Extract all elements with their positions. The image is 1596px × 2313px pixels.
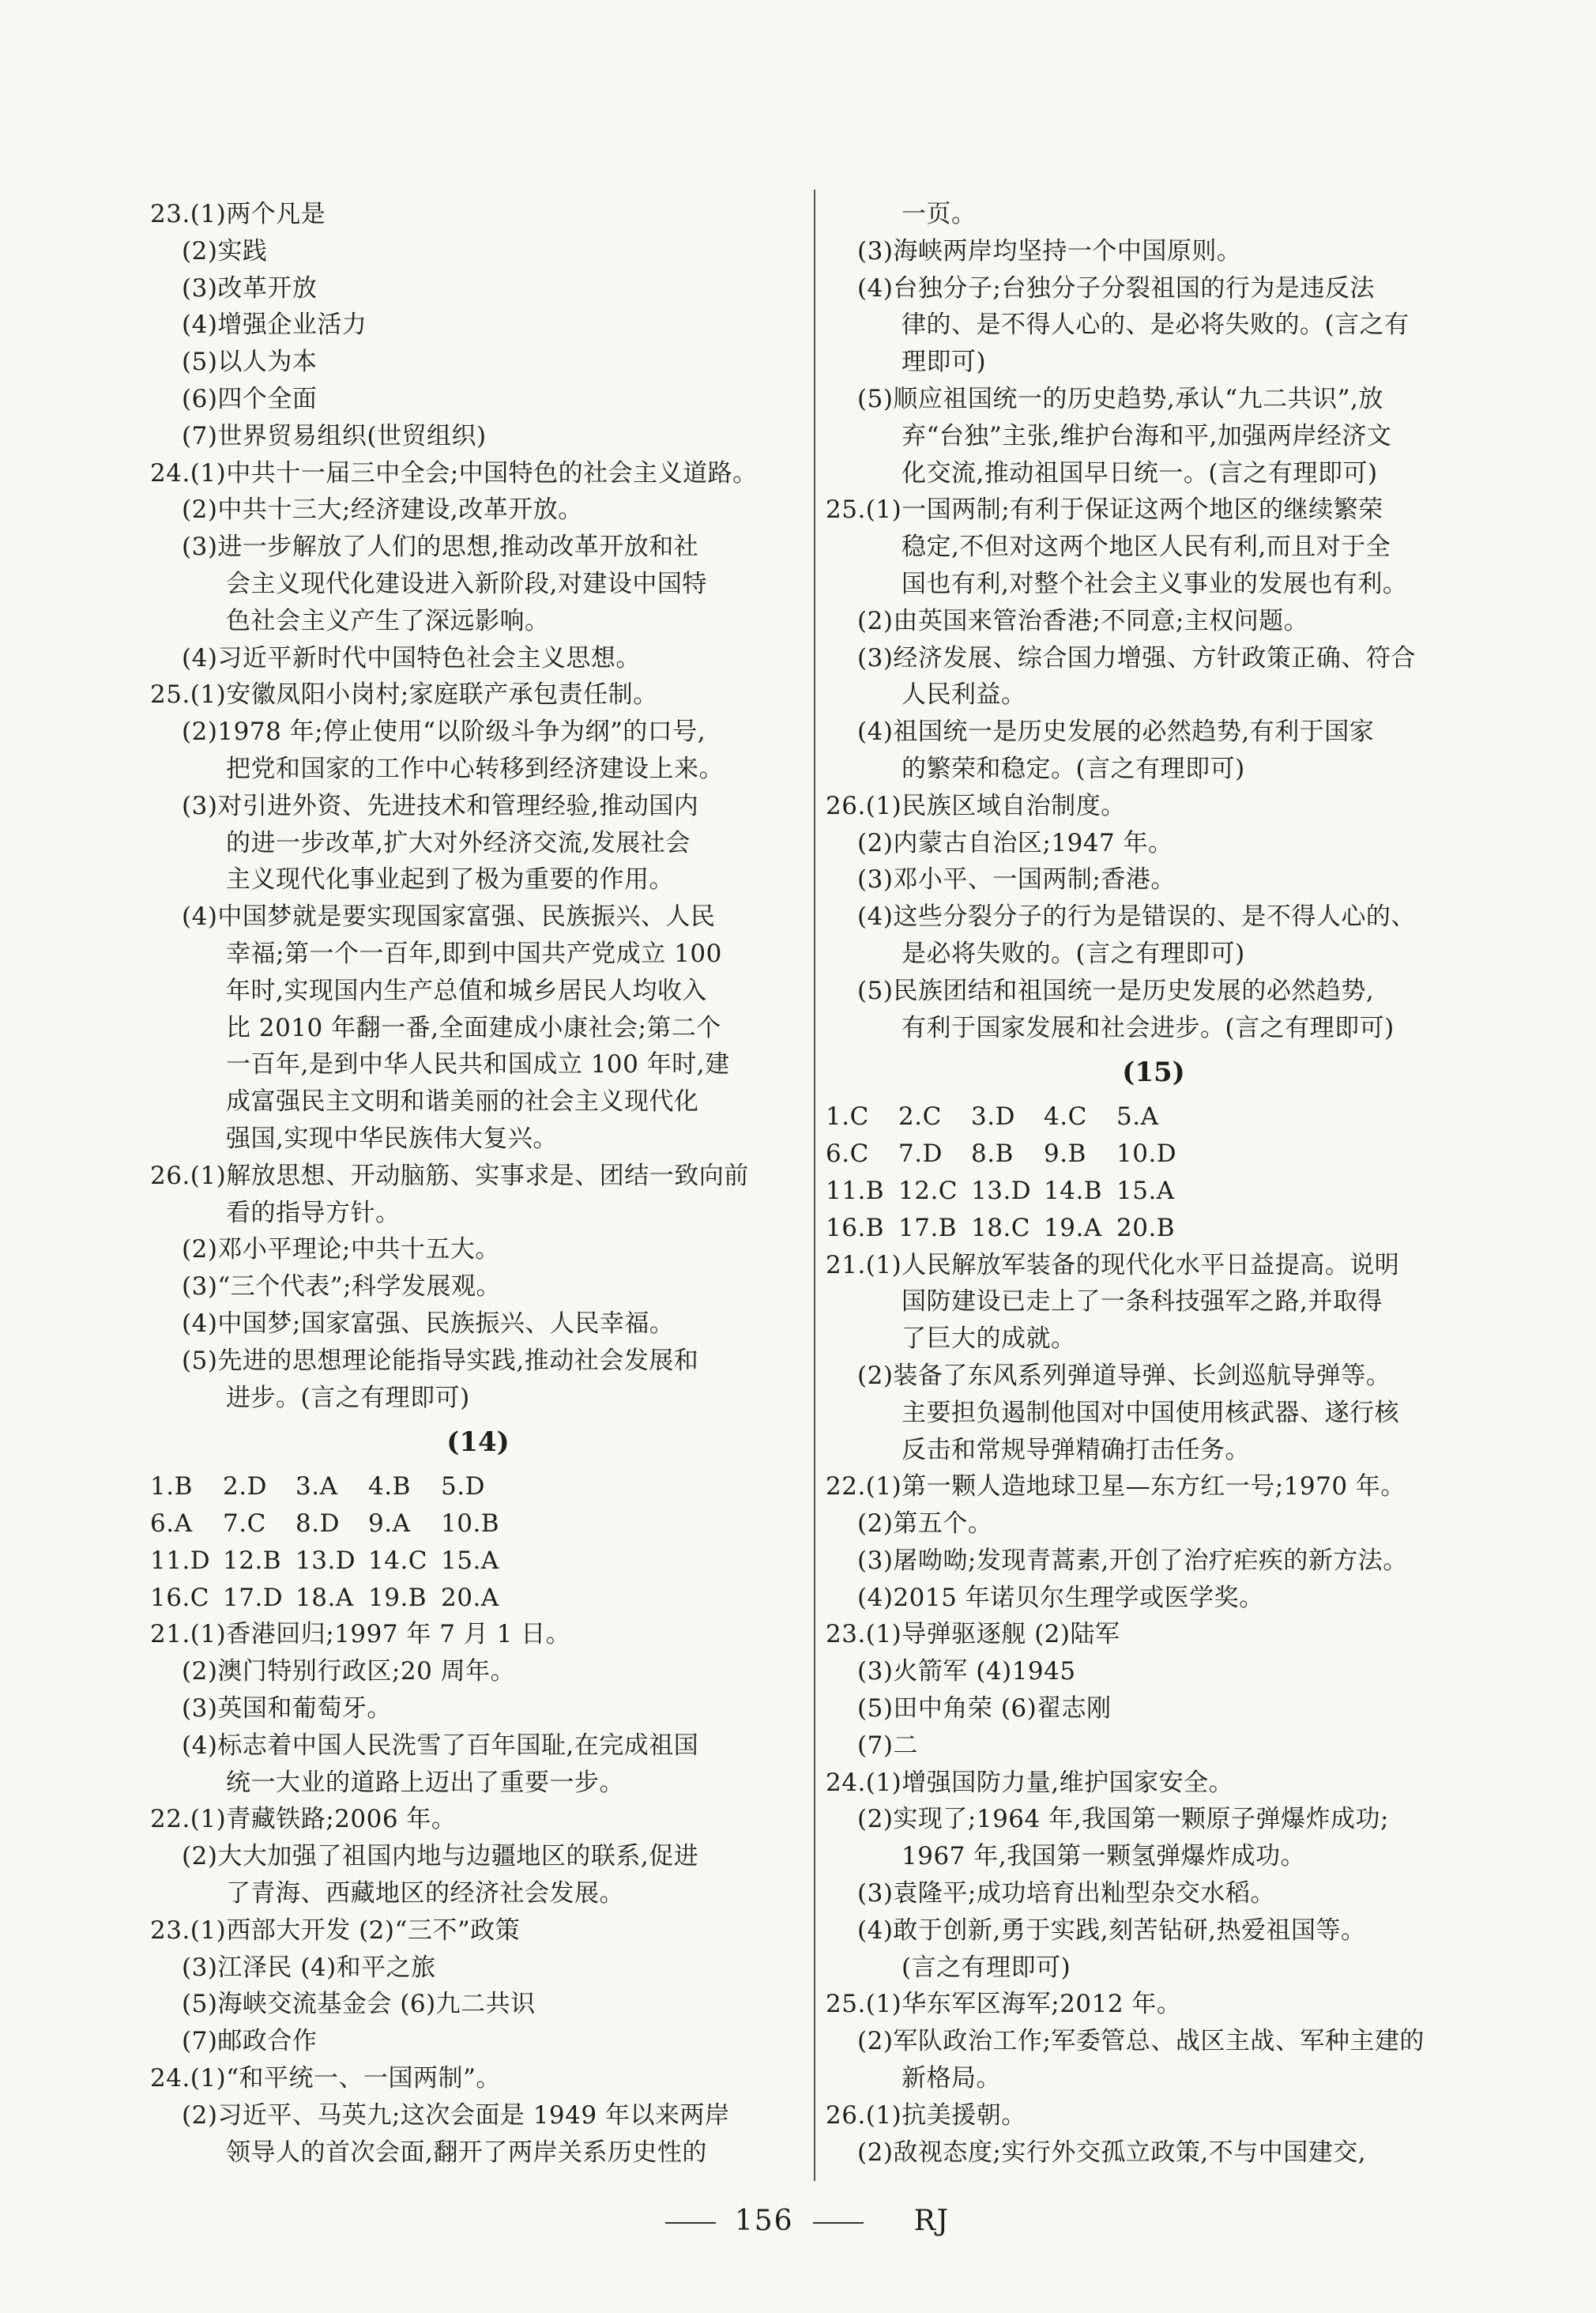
answer-line: (3)海峡两岸均坚持一个中国原则。 xyxy=(857,236,1242,266)
choice-answer: 19.A xyxy=(1044,1213,1102,1242)
answer-line: 26.(1)民族区域自治制度。 xyxy=(826,791,1126,820)
left-answers-part1 xyxy=(150,196,806,1416)
answer-line: (2)1978 年;停止使用“以阶级斗争为纲”的口号, xyxy=(182,718,706,747)
choice-answer: 2.C xyxy=(898,1102,942,1132)
answer-line: (2)澳门特别行政区;20 周年。 xyxy=(182,1657,516,1686)
answer-line: (3)进一步解放了人们的思想,推动改革开放和社 xyxy=(182,533,699,562)
answer-line: (3)经济发展、综合国力增强、方针政策正确、符合 xyxy=(857,643,1416,672)
answer-line: (4)习近平新时代中国特色社会主义思想。 xyxy=(182,643,641,672)
section-heading-14: (14) xyxy=(446,1426,510,1459)
answer-line: (2)邓小平理论;中共十五大。 xyxy=(182,1235,500,1264)
page-number: 156 xyxy=(734,2205,794,2237)
answer-line: 25.(1)华东军区海军;2012 年。 xyxy=(826,1990,1182,2019)
choice-answer: 5.D xyxy=(441,1472,485,1501)
answer-line: 幸福;第一个一百年,即到中国共产党成立 100 xyxy=(226,939,722,968)
right-column xyxy=(826,196,1481,2171)
answer-line: 弃“台独”主张,维护台海和平,加强两岸经济文 xyxy=(902,421,1392,450)
page-footer xyxy=(0,2205,1596,2237)
answer-line: 会主义现代化建设进入新阶段,对建设中国特 xyxy=(226,569,707,598)
answer-line: 国也有利,对整个社会主义事业的发展也有利。 xyxy=(902,569,1408,598)
choice-row xyxy=(826,1210,1481,1247)
answer-line: 人民利益。 xyxy=(902,680,1026,710)
answer-line: 领导人的首次会面,翻开了两岸关系历史性的 xyxy=(226,2138,707,2167)
answer-line: (2)大大加强了祖国内地与边疆地区的联系,促进 xyxy=(182,1842,699,1871)
answer-line: 22.(1)青藏铁路;2006 年。 xyxy=(150,1805,457,1834)
answer-line: 23.(1)两个凡是 xyxy=(150,200,326,228)
answer-line: (3)对引进外资、先进技术和管理经验,推动国内 xyxy=(182,791,699,820)
answer-line: (2)实现了;1964 年,我国第一颗原子弹爆炸成功; xyxy=(857,1805,1389,1834)
right-answers-part1 xyxy=(826,196,1481,1046)
answer-line: 25.(1)一国两制;有利于保证这两个地区的继续繁荣 xyxy=(826,495,1383,525)
answer-line: (2)装备了东风系列弹道导弹、长剑巡航导弹等。 xyxy=(857,1361,1391,1390)
answer-line: (言之有理即可) xyxy=(902,1953,1071,1982)
choice-answer: 1.C xyxy=(826,1102,869,1132)
answer-line: 23.(1)西部大开发 (2)“三不”政策 xyxy=(150,1916,521,1945)
choice-answer: 8.D xyxy=(295,1509,340,1539)
answer-line: 主要担负遏制他国对中国使用核武器、遂行核 xyxy=(902,1398,1399,1427)
answer-line: (3)屠呦呦;发现青蒿素,开创了治疗疟疾的新方法。 xyxy=(857,1546,1408,1575)
answer-line: (4)标志着中国人民洗雪了百年国耻,在完成祖国 xyxy=(182,1731,699,1760)
answer-line: 24.(1)中共十一届三中全会;中国特色的社会主义道路。 xyxy=(150,458,758,488)
answer-line: 反击和常规导弹精确打击任务。 xyxy=(902,1435,1250,1464)
choice-answer: 16.B xyxy=(826,1213,885,1242)
answer-line: 进步。(言之有理即可) xyxy=(226,1383,470,1412)
answer-line: (2)中共十三大;经济建设,改革开放。 xyxy=(182,495,583,525)
answer-line: (2)军队政治工作;军委管总、战区主战、军种主建的 xyxy=(857,2027,1425,2056)
choice-answer: 15.A xyxy=(441,1546,499,1575)
choice-row xyxy=(826,1098,1481,1136)
choice-answer: 7.D xyxy=(898,1140,943,1169)
choice-answer: 1.B xyxy=(150,1472,193,1501)
answer-line: 26.(1)解放思想、开动脑筋、实事求是、团结一致向前 xyxy=(150,1161,749,1190)
choice-answer: 11.B xyxy=(826,1176,885,1205)
answer-line: (5)海峡交流基金会 (6)九二共识 xyxy=(182,1990,536,2019)
answer-line: 理即可) xyxy=(902,348,987,377)
answer-line: (2)第五个。 xyxy=(857,1509,993,1539)
answer-line: (2)习近平、马英九;这次会面是 1949 年以来两岸 xyxy=(182,2100,730,2130)
answer-line: 有利于国家发展和社会进步。(言之有理即可) xyxy=(902,1013,1395,1042)
choice-answer: 12.B xyxy=(223,1546,282,1575)
answer-line: (3)改革开放 xyxy=(182,273,318,303)
choice-answer: 15.A xyxy=(1116,1176,1175,1205)
choice-answer: 17.B xyxy=(898,1213,958,1242)
answer-line: (3)“三个代表”;科学发展观。 xyxy=(182,1272,502,1302)
answer-line: (5)民族团结和祖国统一是历史发展的必然趋势, xyxy=(857,976,1375,1005)
answer-line: (7)二 xyxy=(857,1731,918,1760)
choice-row xyxy=(150,1468,806,1505)
multiple-choice-14 xyxy=(150,1468,806,1616)
choice-row xyxy=(826,1136,1481,1173)
answer-line: (5)先进的思想理论能指导实践,推动社会发展和 xyxy=(182,1346,699,1375)
answer-line: (4)祖国统一是历史发展的必然趋势,有利于国家 xyxy=(857,718,1375,747)
column-divider xyxy=(814,190,815,2181)
answer-line: 22.(1)第一颗人造地球卫星—东方红一号;1970 年。 xyxy=(826,1472,1406,1501)
choice-answer: 9.A xyxy=(368,1509,411,1539)
answer-line: (5)以人为本 xyxy=(182,348,318,377)
answer-line: (3)袁隆平;成功培育出籼型杂交水稻。 xyxy=(857,1879,1275,1908)
answer-line: (4)中国梦;国家富强、民族振兴、人民幸福。 xyxy=(182,1309,675,1338)
answer-line: 强国,实现中华民族伟大复兴。 xyxy=(226,1124,558,1153)
answer-line: (5)顺应祖国统一的历史趋势,承认“九二共识”,放 xyxy=(857,384,1383,413)
choice-answer: 17.D xyxy=(223,1583,284,1612)
choice-answer: 2.D xyxy=(223,1472,267,1501)
choice-answer: 5.A xyxy=(1116,1102,1159,1132)
answer-line: 新格局。 xyxy=(902,2064,1001,2093)
multiple-choice-15 xyxy=(826,1098,1481,1246)
answer-line: (3)英国和葡萄牙。 xyxy=(182,1694,392,1723)
answer-line: 主义现代化事业起到了极为重要的作用。 xyxy=(226,865,674,895)
answer-line: 一百年,是到中华人民共和国成立 100 年时,建 xyxy=(226,1050,730,1079)
left-column xyxy=(150,196,806,2171)
choice-row xyxy=(150,1580,806,1617)
choice-answer: 4.C xyxy=(1044,1102,1087,1132)
answer-line: 成富强民主文明和谐美丽的社会主义现代化 xyxy=(226,1087,699,1117)
answer-line: (5)田中角荣 (6)翟志刚 xyxy=(857,1694,1112,1723)
choice-answer: 13.D xyxy=(971,1176,1032,1205)
answer-line: 的进一步改革,扩大对外经济交流,发展社会 xyxy=(226,828,691,857)
choice-answer: 14.C xyxy=(368,1546,428,1575)
choice-answer: 9.B xyxy=(1044,1140,1086,1169)
section-heading-15: (15) xyxy=(1122,1057,1185,1089)
answer-line: (3)江泽民 (4)和平之旅 xyxy=(182,1953,436,1982)
choice-row xyxy=(150,1543,806,1580)
choice-answer: 18.C xyxy=(971,1213,1031,1242)
answer-line: 26.(1)抗美援朝。 xyxy=(826,2100,1026,2130)
answer-line: 25.(1)安徽凤阳小岗村;家庭联产承包责任制。 xyxy=(150,680,658,710)
footer-dash-right xyxy=(813,2222,864,2224)
choice-answer: 6.C xyxy=(826,1140,869,1169)
answer-line: 年时,实现国内生产总值和城乡居民人均收入 xyxy=(226,976,707,1005)
answer-line: (4)这些分裂分子的行为是错误的、是不得人心的、 xyxy=(857,902,1416,932)
left-answers-part2 xyxy=(150,1616,806,2171)
choice-answer: 8.B xyxy=(971,1140,1014,1169)
answer-line: 化交流,推动祖国早日统一。(言之有理即可) xyxy=(902,458,1378,488)
answer-line: 23.(1)导弹驱逐舰 (2)陆军 xyxy=(826,1620,1120,1649)
answer-line: 的繁荣和稳定。(言之有理即可) xyxy=(902,754,1245,783)
answer-line: 24.(1)增强国防力量,维护国家安全。 xyxy=(826,1768,1234,1797)
choice-row xyxy=(150,1505,806,1543)
answer-line: (2)内蒙古自治区;1947 年。 xyxy=(857,828,1173,857)
choice-answer: 20.B xyxy=(1116,1213,1176,1242)
answer-line: 看的指导方针。 xyxy=(226,1198,401,1227)
answer-line: (4)敢于创新,勇于实践,刻苦钻研,热爱祖国等。 xyxy=(857,1916,1366,1945)
answer-line: 把党和国家的工作中心转移到经济建设上来。 xyxy=(226,754,724,783)
choice-answer: 12.C xyxy=(898,1176,958,1205)
answer-line: 了青海、西藏地区的经济社会发展。 xyxy=(226,1879,624,1908)
choice-answer: 14.B xyxy=(1044,1176,1103,1205)
choice-answer: 20.A xyxy=(441,1583,499,1612)
answer-line: 24.(1)“和平统一、一国两制”。 xyxy=(150,2064,501,2093)
choice-answer: 13.D xyxy=(295,1546,356,1575)
choice-answer: 4.B xyxy=(368,1472,411,1501)
answer-line: 色社会主义产生了深远影响。 xyxy=(226,606,550,635)
choice-row xyxy=(826,1173,1481,1210)
answer-line: (3)邓小平、一国两制;香港。 xyxy=(857,865,1176,895)
answer-line: (6)四个全面 xyxy=(182,384,318,413)
choice-answer: 10.B xyxy=(441,1509,500,1539)
choice-answer: 19.B xyxy=(368,1583,427,1612)
choice-answer: 3.D xyxy=(971,1102,1015,1132)
answer-line: (7)世界贸易组织(世贸组织) xyxy=(182,421,487,450)
footer-dash-left xyxy=(665,2222,716,2224)
choice-answer: 6.A xyxy=(150,1509,193,1539)
choice-answer: 10.D xyxy=(1116,1140,1177,1169)
choice-answer: 16.C xyxy=(150,1583,210,1612)
answer-line: (4)2015 年诺贝尔生理学或医学奖。 xyxy=(857,1583,1264,1612)
edition-code: RJ xyxy=(913,2205,950,2237)
answer-line: 一页。 xyxy=(902,200,977,228)
answer-line: (4)增强企业活力 xyxy=(182,311,367,340)
answer-line: (4)台独分子;台独分子分裂祖国的行为是违反法 xyxy=(857,273,1375,303)
answer-line: 比 2010 年翻一番,全面建成小康社会;第二个 xyxy=(226,1013,721,1042)
answer-line: (4)中国梦就是要实现国家富强、民族振兴、人民 xyxy=(182,902,716,932)
right-answers-part2 xyxy=(826,1247,1481,2172)
answer-line: 21.(1)人民解放军装备的现代化水平日益提高。说明 xyxy=(826,1250,1400,1279)
answer-line: 国防建设已走上了一条科技强军之路,并取得 xyxy=(902,1287,1383,1317)
answer-line: 是必将失败的。(言之有理即可) xyxy=(902,939,1245,968)
answer-line: 了巨大的成就。 xyxy=(902,1324,1076,1354)
answer-line: (2)实践 xyxy=(182,236,268,266)
answer-line: (2)敌视态度;实行外交孤立政策,不与中国建交, xyxy=(857,2138,1367,2167)
answer-line: (7)邮政合作 xyxy=(182,2027,318,2056)
answer-line: 律的、是不得人心的、是必将失败的。(言之有 xyxy=(902,311,1410,340)
choice-answer: 18.A xyxy=(295,1583,354,1612)
answer-line: 21.(1)香港回归;1997 年 7 月 1 日。 xyxy=(150,1620,571,1649)
answer-line: 1967 年,我国第一颗氢弹爆炸成功。 xyxy=(902,1842,1306,1871)
choice-answer: 7.C xyxy=(223,1509,266,1539)
choice-answer: 3.A xyxy=(295,1472,338,1501)
answer-line: (2)由英国来管治香港;不同意;主权问题。 xyxy=(857,606,1309,635)
choice-answer: 11.D xyxy=(150,1546,211,1575)
answer-line: 统一大业的道路上迈出了重要一步。 xyxy=(226,1768,624,1797)
answer-line: 稳定,不但对这两个地区人民有利,而且对于全 xyxy=(902,533,1391,562)
answer-line: (3)火箭军 (4)1945 xyxy=(857,1657,1076,1686)
